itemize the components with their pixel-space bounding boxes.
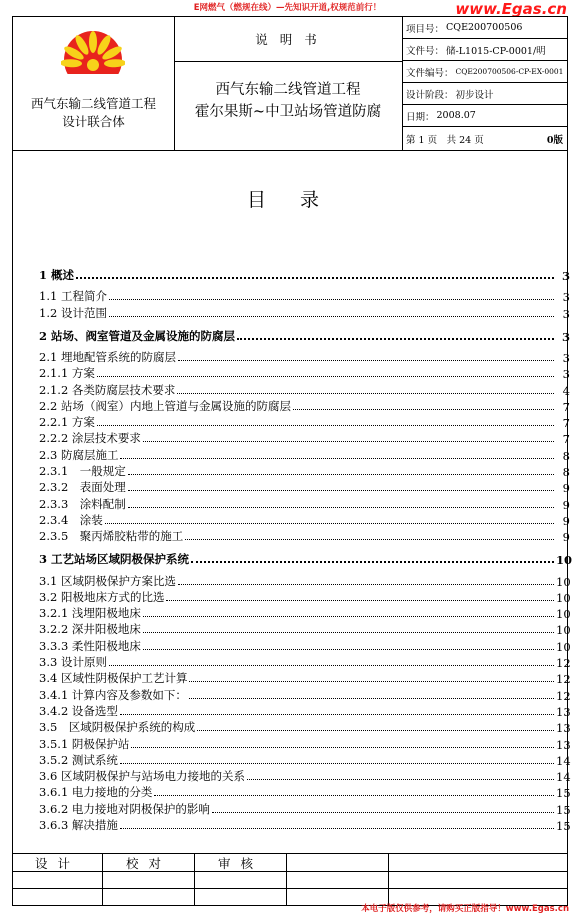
toc-entry-page: 7	[562, 432, 570, 447]
toc-entry-page: 8	[562, 448, 570, 463]
toc-entry-title: 3.4.1 计算内容及参数如下：	[39, 687, 187, 702]
toc-entry-page: 9	[562, 513, 570, 528]
toc-entry[interactable]	[25, 551, 573, 567]
toc-entry-title: 3 工艺站场区域阴极保护系统	[39, 552, 190, 567]
toc-leader-dots	[212, 812, 554, 813]
doc-title-cell	[174, 17, 403, 150]
toc-leader-dots	[143, 616, 554, 617]
toc-entry-title: 3.5 区域阴极保护系统的构成	[39, 720, 196, 735]
sign-cell	[103, 888, 195, 906]
toc-entry-page: 10	[556, 607, 571, 622]
toc-entry-page: 3	[561, 269, 570, 283]
toc-entry-title: 3.1 区域阴极保护方案比选	[39, 573, 176, 588]
sign-cell	[287, 871, 389, 888]
toc-leader-dots	[177, 393, 554, 394]
toc-entry[interactable]	[25, 589, 573, 605]
toc-leader-dots	[247, 779, 554, 780]
project-no-row: 项目号： CQE200700506	[402, 17, 567, 39]
title-block	[13, 17, 567, 151]
toc-entry-title: 3.2 阳极地床方式的比选	[39, 589, 165, 604]
toc-entry[interactable]	[25, 654, 573, 670]
toc-entry[interactable]	[25, 328, 573, 344]
toc-leader-dots	[237, 338, 554, 340]
toc-entry[interactable]	[25, 382, 573, 398]
toc-entry-title: 2.2.1 方案	[39, 415, 95, 430]
check-label: 校对	[103, 854, 195, 871]
toc-entry-page: 13	[556, 737, 571, 752]
toc-entry[interactable]	[25, 736, 573, 752]
signature-row-1	[13, 871, 567, 889]
toc-entry-title: 2.1 埋地配管系统的防腐层	[39, 349, 176, 364]
toc-entry-page: 14	[556, 770, 571, 785]
toc-entry-page: 15	[556, 819, 571, 833]
toc-entry[interactable]	[25, 447, 573, 463]
toc-entry[interactable]	[25, 784, 573, 800]
toc-leader-dots	[120, 828, 554, 829]
toc-leader-dots	[143, 441, 554, 442]
toc-entry-title: 1.1 工程简介	[39, 289, 107, 304]
watermark-url: www.Egas.cn	[455, 0, 567, 18]
toc-leader-dots	[109, 299, 554, 300]
toc-entry-page: 7	[562, 416, 570, 431]
toc-entry-title: 2.3.1 一般规定	[39, 464, 126, 478]
toc-entry-title: 3.5.2 测试系统	[39, 752, 118, 767]
toc-leader-dots	[120, 714, 554, 715]
toc-entry[interactable]	[25, 703, 573, 719]
file-no-row: 文件号： 储-L1015-CP-0001/明	[402, 39, 567, 61]
toc-entry[interactable]	[25, 479, 573, 495]
toc-entry-page: 9	[562, 530, 570, 545]
toc-leader-dots	[189, 698, 554, 699]
toc-entry-title: 3.5.1 阴极保护站	[39, 736, 130, 751]
toc-leader-dots	[120, 458, 554, 459]
toc-entry-title: 1 概述	[39, 268, 75, 282]
toc-entry-page: 4	[562, 383, 570, 398]
toc-title: 目 录	[246, 189, 334, 211]
sign-cell	[195, 888, 287, 906]
toc-entry[interactable]	[25, 512, 573, 528]
toc-leader-dots	[131, 747, 554, 748]
toc-entry-page: 10	[556, 623, 571, 638]
toc-leader-dots	[143, 632, 554, 633]
toc-entry-page: 10	[556, 639, 571, 654]
toc-entry[interactable]	[25, 288, 573, 304]
review-label: 审核	[195, 854, 287, 871]
toc-entry-page: 12	[556, 656, 571, 670]
toc-entry-page: 7	[562, 399, 570, 414]
toc-leader-dots	[120, 763, 554, 764]
toc-entry-page: 10	[556, 574, 571, 589]
watermark-top: E网燃气（燃规在线）—先知识开道,权规范前行！	[193, 3, 382, 13]
toc-entry-title: 2.2.2 涂层技术要求	[39, 431, 141, 446]
toc-entry-page: 3	[562, 367, 570, 382]
toc-entry[interactable]	[25, 305, 573, 321]
page-row: 第 1 页 共 24 页 0版	[406, 134, 563, 146]
toc-entry[interactable]	[25, 528, 573, 544]
toc-entry-page: 3	[562, 306, 570, 321]
toc-entry[interactable]	[25, 365, 573, 381]
toc-leader-dots	[191, 561, 554, 563]
date-row: 日期： 2008.07	[402, 105, 567, 127]
toc-entry[interactable]	[25, 398, 573, 414]
toc-leader-dots	[293, 409, 554, 410]
sign-cell	[13, 888, 103, 906]
signature-header-row	[13, 854, 567, 872]
doc-info-cell	[402, 17, 567, 150]
toc-leader-dots	[97, 425, 554, 426]
document-frame	[12, 16, 573, 906]
toc-entry[interactable]	[25, 573, 573, 589]
toc-entry-page: 10	[556, 553, 573, 568]
toc-entry-title: 2.1.2 各类防腐层技术要求	[39, 382, 176, 397]
toc-entry-page: 3	[562, 350, 570, 365]
toc-entry-page: 13	[556, 704, 571, 719]
stage-row: 设计阶段： 初步设计	[402, 83, 567, 105]
toc-entry-page: 12	[556, 672, 571, 687]
signature-block	[13, 853, 567, 906]
toc-entry[interactable]	[25, 267, 573, 283]
org-name: 西气东输二线管道工程 设计联合体	[30, 96, 156, 129]
toc-leader-dots	[128, 474, 554, 475]
toc-leader-dots	[143, 649, 554, 650]
toc-leader-dots	[109, 316, 554, 317]
toc-entry-title: 3.6 区域阴极保护与站场电力接地的关系	[39, 769, 245, 784]
doc-no-row: 文件编号： CQE200700506-CP-EX-0001	[402, 61, 567, 83]
toc-entry-page: 8	[562, 465, 570, 479]
toc-leader-dots	[185, 539, 554, 540]
toc-entry-title: 3.6.1 电力接地的分类	[39, 785, 153, 800]
toc-entry[interactable]	[25, 752, 573, 768]
sign-cell	[103, 871, 195, 888]
toc-entry-title: 2 站场、阀室管道及金属设施的防腐层	[39, 328, 236, 343]
toc-leader-dots	[166, 600, 554, 601]
toc-entry[interactable]	[25, 349, 573, 365]
toc-entry-page: 15	[556, 786, 571, 801]
design-label: 设计	[13, 854, 103, 871]
toc-entry-title: 2.3.5 聚丙烯胶粘带的施工	[39, 529, 184, 544]
blank-cell	[287, 854, 389, 871]
toc-entry[interactable]	[25, 463, 573, 479]
toc-leader-dots	[97, 376, 554, 377]
toc-entry[interactable]	[25, 719, 573, 735]
toc-entry-page: 3	[561, 329, 570, 344]
toc-entry-title: 3.4.2 设备选型	[39, 703, 118, 718]
toc-entry-page: 9	[562, 481, 570, 496]
toc-entry-page: 9	[562, 497, 570, 512]
project-name: 西气东输二线管道工程 霍尔果斯~中卫站场管道防腐	[194, 82, 382, 120]
toc-entry-page: 12	[556, 688, 571, 703]
toc-entry-title: 2.3.2 表面处理	[39, 480, 126, 495]
toc-entry[interactable]	[25, 670, 573, 686]
toc-leader-dots	[109, 665, 554, 666]
company-logo-icon	[61, 28, 125, 90]
toc-leader-dots	[178, 360, 554, 361]
sign-cell	[195, 871, 287, 888]
toc-entry[interactable]	[25, 687, 573, 703]
org-cell	[13, 17, 175, 150]
toc-leader-dots	[154, 795, 554, 796]
toc-entry[interactable]	[25, 638, 573, 654]
toc-entry[interactable]	[25, 496, 573, 512]
toc-entry-title: 3.6.2 电力接地对阴极保护的影响	[39, 801, 210, 816]
toc-entry-title: 3.3 设计原则	[39, 655, 107, 669]
toc-leader-dots	[128, 507, 554, 508]
toc-entry[interactable]	[25, 817, 573, 833]
toc-entry-title: 2.1.1 方案	[39, 366, 95, 381]
toc-entry-title: 3.2.2 深井阳极地床	[39, 622, 141, 637]
toc-leader-dots	[197, 730, 554, 731]
toc-leader-dots	[76, 277, 554, 279]
toc-entry-title: 3.2.1 浅埋阳极地床	[39, 606, 141, 621]
toc-entry-page: 15	[556, 802, 571, 817]
toc-entry-page: 10	[556, 590, 571, 605]
toc-leader-dots	[128, 490, 554, 491]
toc-entry-title: 2.2 站场（阀室）内地上管道与金属设施的防腐层	[39, 398, 291, 413]
toc-entry-title: 2.3.4 涂装	[39, 512, 103, 527]
doc-type: 说 明 书	[174, 17, 402, 62]
watermark-bottom: 本电子版仅供参考，请购买正版指导！www.Egas.cn	[361, 904, 569, 914]
toc-entry-title: 2.3 防腐层施工	[39, 447, 119, 462]
toc-entry[interactable]	[25, 801, 573, 817]
toc-leader-dots	[178, 584, 554, 585]
toc-entry[interactable]	[25, 621, 573, 637]
toc-entry-title: 3.3.3 柔性阳极地床	[39, 638, 141, 653]
toc-entry-title: 3.4 区域性阴极保护工艺计算	[39, 671, 188, 686]
toc-entry[interactable]	[25, 768, 573, 784]
toc-entry-title: 1.2 设计范围	[39, 305, 107, 320]
toc-entry-title: 3.6.3 解决措施	[39, 818, 118, 832]
toc-leader-dots	[189, 681, 554, 682]
toc-entry[interactable]	[25, 414, 573, 430]
toc-entry-page: 13	[556, 721, 571, 736]
toc-leader-dots	[105, 523, 554, 524]
toc-entry[interactable]	[25, 430, 573, 446]
toc-entry-page: 3	[562, 290, 570, 305]
toc-entry-page: 14	[556, 753, 571, 768]
toc-entry[interactable]	[25, 605, 573, 621]
toc-entry-title: 2.3.3 涂料配制	[39, 496, 126, 511]
sign-cell	[13, 871, 103, 888]
